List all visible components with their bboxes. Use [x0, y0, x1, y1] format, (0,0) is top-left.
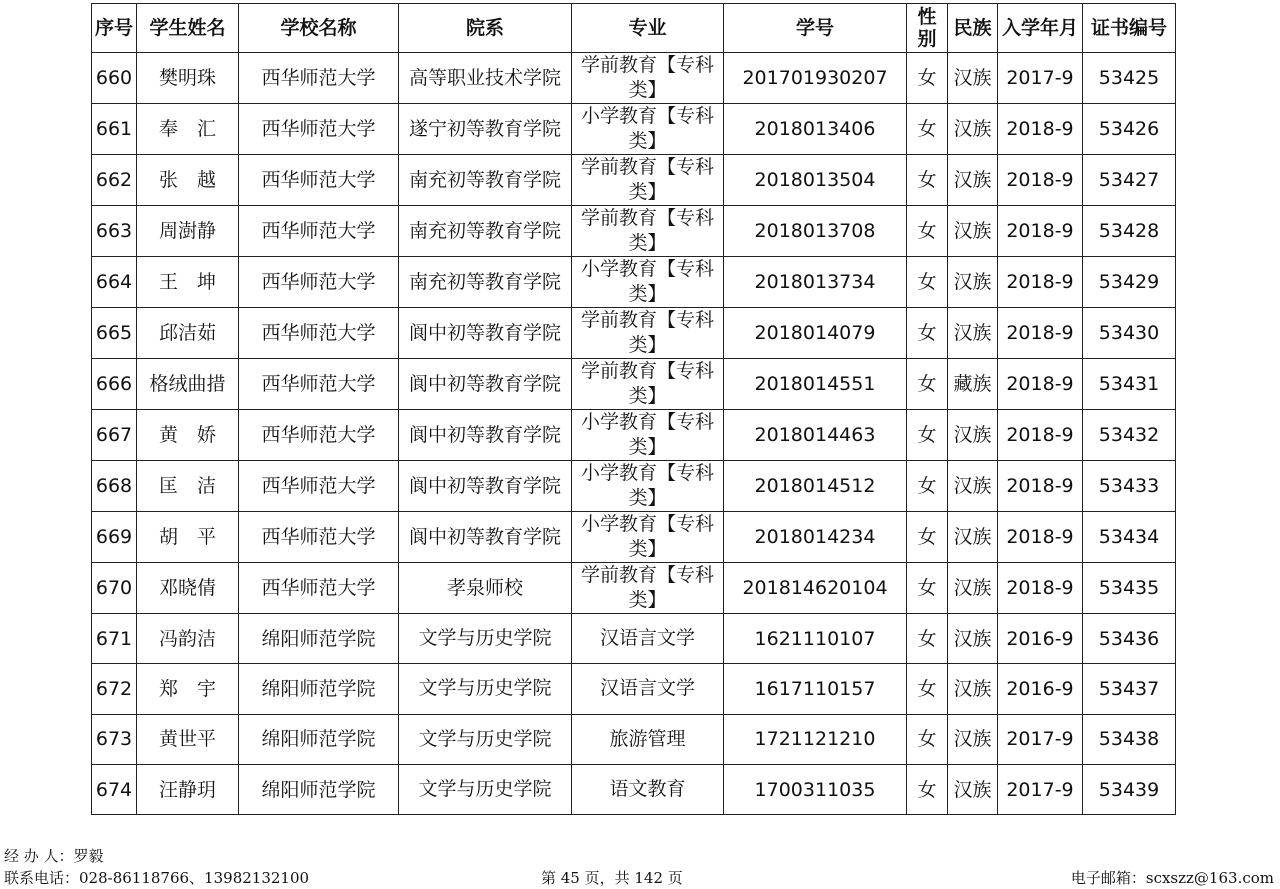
cell-enrollment-date: 2018-9 [998, 104, 1083, 155]
cell-student-id: 2018013734 [724, 257, 907, 308]
cell-department: 阆中初等教育学院 [399, 461, 572, 512]
cell-student-id: 1721121210 [724, 714, 907, 764]
cell-student-name: 王 坤 [137, 257, 239, 308]
cell-gender: 女 [907, 764, 948, 814]
cell-gender: 女 [907, 512, 948, 563]
cell-ethnicity: 汉族 [948, 512, 998, 563]
cell-ethnicity: 汉族 [948, 664, 998, 714]
cell-ethnicity: 汉族 [948, 308, 998, 359]
cell-certificate-no: 53426 [1083, 104, 1176, 155]
cell-student-name: 周澍静 [137, 206, 239, 257]
cell-major: 小学教育【专科类】 [572, 512, 724, 563]
cell-student-id: 2018014079 [724, 308, 907, 359]
handler-name: 罗毅 [73, 847, 104, 865]
footer-phone [4, 867, 309, 888]
cell-certificate-no: 53428 [1083, 206, 1176, 257]
certificate-table [91, 3, 1176, 815]
cell-certificate-no: 53427 [1083, 155, 1176, 206]
cell-gender: 女 [907, 257, 948, 308]
table-row [92, 308, 1176, 359]
cell-school-name: 西华师范大学 [239, 410, 399, 461]
cell-gender: 女 [907, 563, 948, 614]
cell-enrollment-date: 2018-9 [998, 359, 1083, 410]
cell-seq: 671 [92, 614, 137, 664]
cell-school-name: 西华师范大学 [239, 206, 399, 257]
cell-ethnicity: 汉族 [948, 764, 998, 814]
cell-school-name: 西华师范大学 [239, 359, 399, 410]
cell-enrollment-date: 2018-9 [998, 206, 1083, 257]
header-certificate-no: 证书编号 [1083, 4, 1176, 53]
cell-department: 南充初等教育学院 [399, 257, 572, 308]
header-gender: 性别 [907, 4, 948, 53]
cell-student-name: 黄世平 [137, 714, 239, 764]
cell-student-name: 邓晓倩 [137, 563, 239, 614]
cell-ethnicity: 汉族 [948, 563, 998, 614]
email-address: scxszz@163.com [1145, 869, 1274, 887]
cell-ethnicity: 汉族 [948, 461, 998, 512]
cell-major: 学前教育【专科类】 [572, 155, 724, 206]
header-student-id: 学号 [724, 4, 907, 53]
cell-student-id: 2018014463 [724, 410, 907, 461]
cell-school-name: 西华师范大学 [239, 53, 399, 104]
cell-enrollment-date: 2016-9 [998, 664, 1083, 714]
cell-department: 阆中初等教育学院 [399, 308, 572, 359]
cell-department: 南充初等教育学院 [399, 206, 572, 257]
cell-school-name: 西华师范大学 [239, 155, 399, 206]
cell-school-name: 西华师范大学 [239, 308, 399, 359]
cell-student-name: 奉 汇 [137, 104, 239, 155]
cell-school-name: 绵阳师范学院 [239, 714, 399, 764]
cell-enrollment-date: 2017-9 [998, 714, 1083, 764]
phone-number: 028-86118766、13982132100 [79, 869, 310, 887]
cell-major: 学前教育【专科类】 [572, 563, 724, 614]
cell-student-id: 2018014551 [724, 359, 907, 410]
cell-gender: 女 [907, 104, 948, 155]
cell-major: 学前教育【专科类】 [572, 308, 724, 359]
page-indicator: 第 45 页，共 142 页 [541, 869, 683, 887]
cell-school-name: 西华师范大学 [239, 104, 399, 155]
cell-seq: 662 [92, 155, 137, 206]
cell-department: 文学与历史学院 [399, 614, 572, 664]
cell-ethnicity: 汉族 [948, 53, 998, 104]
cell-major: 学前教育【专科类】 [572, 53, 724, 104]
table-row [92, 155, 1176, 206]
cell-major: 旅游管理 [572, 714, 724, 764]
cell-certificate-no: 53439 [1083, 764, 1176, 814]
cell-department: 阆中初等教育学院 [399, 512, 572, 563]
cell-seq: 673 [92, 714, 137, 764]
cell-school-name: 绵阳师范学院 [239, 664, 399, 714]
table-header-row [92, 4, 1176, 53]
cell-certificate-no: 53431 [1083, 359, 1176, 410]
cell-ethnicity: 汉族 [948, 410, 998, 461]
cell-student-name: 格绒曲措 [137, 359, 239, 410]
cell-student-id: 2018013406 [724, 104, 907, 155]
cell-student-id: 2018013504 [724, 155, 907, 206]
cell-student-name: 汪静玥 [137, 764, 239, 814]
cell-seq: 664 [92, 257, 137, 308]
table-row [92, 104, 1176, 155]
cell-certificate-no: 53429 [1083, 257, 1176, 308]
cell-gender: 女 [907, 410, 948, 461]
cell-school-name: 西华师范大学 [239, 461, 399, 512]
table-row [92, 410, 1176, 461]
cell-ethnicity: 汉族 [948, 104, 998, 155]
cell-student-id: 201814620104 [724, 563, 907, 614]
cell-certificate-no: 53436 [1083, 614, 1176, 664]
cell-student-name: 张 越 [137, 155, 239, 206]
cell-school-name: 绵阳师范学院 [239, 614, 399, 664]
cell-department: 文学与历史学院 [399, 714, 572, 764]
cell-school-name: 西华师范大学 [239, 512, 399, 563]
cell-student-id: 2018014234 [724, 512, 907, 563]
cell-school-name: 绵阳师范学院 [239, 764, 399, 814]
cell-gender: 女 [907, 664, 948, 714]
table-row [92, 53, 1176, 104]
cell-enrollment-date: 2018-9 [998, 512, 1083, 563]
cell-gender: 女 [907, 359, 948, 410]
table-row [92, 512, 1176, 563]
cell-certificate-no: 53438 [1083, 714, 1176, 764]
cell-enrollment-date: 2018-9 [998, 461, 1083, 512]
cell-enrollment-date: 2018-9 [998, 155, 1083, 206]
cell-major: 小学教育【专科类】 [572, 410, 724, 461]
cell-enrollment-date: 2016-9 [998, 614, 1083, 664]
table-row [92, 461, 1176, 512]
cell-seq: 669 [92, 512, 137, 563]
cell-seq: 674 [92, 764, 137, 814]
cell-seq: 663 [92, 206, 137, 257]
cell-enrollment-date: 2018-9 [998, 308, 1083, 359]
cell-seq: 670 [92, 563, 137, 614]
header-student-name: 学生姓名 [137, 4, 239, 53]
cell-ethnicity: 汉族 [948, 714, 998, 764]
cell-major: 小学教育【专科类】 [572, 257, 724, 308]
cell-student-name: 樊明珠 [137, 53, 239, 104]
cell-certificate-no: 53432 [1083, 410, 1176, 461]
cell-school-name: 西华师范大学 [239, 563, 399, 614]
table-row [92, 614, 1176, 664]
cell-major: 汉语言文学 [572, 664, 724, 714]
email-label: 电子邮箱： [1070, 869, 1146, 887]
cell-department: 孝泉师校 [399, 563, 572, 614]
cell-gender: 女 [907, 614, 948, 664]
cell-department: 高等职业技术学院 [399, 53, 572, 104]
cell-seq: 667 [92, 410, 137, 461]
cell-gender: 女 [907, 714, 948, 764]
phone-label: 联系电话： [4, 869, 80, 887]
cell-seq: 665 [92, 308, 137, 359]
cell-ethnicity: 汉族 [948, 206, 998, 257]
cell-seq: 668 [92, 461, 137, 512]
cell-student-name: 胡 平 [137, 512, 239, 563]
header-school-name: 学校名称 [239, 4, 399, 53]
cell-gender: 女 [907, 53, 948, 104]
cell-department: 南充初等教育学院 [399, 155, 572, 206]
table-row [92, 764, 1176, 814]
cell-major: 汉语言文学 [572, 614, 724, 664]
handler-label: 经 办 人： [4, 847, 74, 865]
cell-enrollment-date: 2018-9 [998, 410, 1083, 461]
cell-major: 小学教育【专科类】 [572, 104, 724, 155]
header-major: 专业 [572, 4, 724, 53]
table-row [92, 714, 1176, 764]
cell-student-id: 201701930207 [724, 53, 907, 104]
cell-major: 学前教育【专科类】 [572, 206, 724, 257]
cell-department: 阆中初等教育学院 [399, 410, 572, 461]
header-enrollment-date: 入学年月 [998, 4, 1083, 53]
cell-department: 文学与历史学院 [399, 664, 572, 714]
table-row [92, 359, 1176, 410]
cell-seq: 672 [92, 664, 137, 714]
table-row [92, 257, 1176, 308]
cell-gender: 女 [907, 155, 948, 206]
table-row [92, 206, 1176, 257]
cell-student-id: 1617110157 [724, 664, 907, 714]
cell-student-id: 1621110107 [724, 614, 907, 664]
cell-enrollment-date: 2018-9 [998, 563, 1083, 614]
cell-ethnicity: 汉族 [948, 614, 998, 664]
cell-student-id: 2018014512 [724, 461, 907, 512]
cell-student-id: 1700311035 [724, 764, 907, 814]
cell-certificate-no: 53433 [1083, 461, 1176, 512]
cell-student-id: 2018013708 [724, 206, 907, 257]
cell-student-name: 冯韵洁 [137, 614, 239, 664]
cell-ethnicity: 汉族 [948, 155, 998, 206]
footer-email [1071, 867, 1274, 888]
cell-student-name: 黄 娇 [137, 410, 239, 461]
cell-seq: 666 [92, 359, 137, 410]
cell-student-name: 邱洁茹 [137, 308, 239, 359]
cell-gender: 女 [907, 206, 948, 257]
cell-department: 文学与历史学院 [399, 764, 572, 814]
header-seq: 序号 [92, 4, 137, 53]
cell-certificate-no: 53425 [1083, 53, 1176, 104]
header-ethnicity: 民族 [948, 4, 998, 53]
table-body [92, 53, 1176, 815]
table-row [92, 664, 1176, 714]
cell-certificate-no: 53430 [1083, 308, 1176, 359]
cell-major: 小学教育【专科类】 [572, 461, 724, 512]
table-row [92, 563, 1176, 614]
cell-ethnicity: 藏族 [948, 359, 998, 410]
cell-major: 语文教育 [572, 764, 724, 814]
cell-gender: 女 [907, 308, 948, 359]
cell-school-name: 西华师范大学 [239, 257, 399, 308]
cell-student-name: 郑 宇 [137, 664, 239, 714]
cell-certificate-no: 53434 [1083, 512, 1176, 563]
cell-seq: 661 [92, 104, 137, 155]
cell-department: 阆中初等教育学院 [399, 359, 572, 410]
footer-handler [4, 845, 104, 866]
cell-enrollment-date: 2018-9 [998, 257, 1083, 308]
cell-seq: 660 [92, 53, 137, 104]
cell-ethnicity: 汉族 [948, 257, 998, 308]
header-department: 院系 [399, 4, 572, 53]
cell-major: 学前教育【专科类】 [572, 359, 724, 410]
cell-certificate-no: 53437 [1083, 664, 1176, 714]
cell-department: 遂宁初等教育学院 [399, 104, 572, 155]
cell-student-name: 匡 洁 [137, 461, 239, 512]
cell-certificate-no: 53435 [1083, 563, 1176, 614]
cell-enrollment-date: 2017-9 [998, 764, 1083, 814]
cell-enrollment-date: 2017-9 [998, 53, 1083, 104]
cell-gender: 女 [907, 461, 948, 512]
